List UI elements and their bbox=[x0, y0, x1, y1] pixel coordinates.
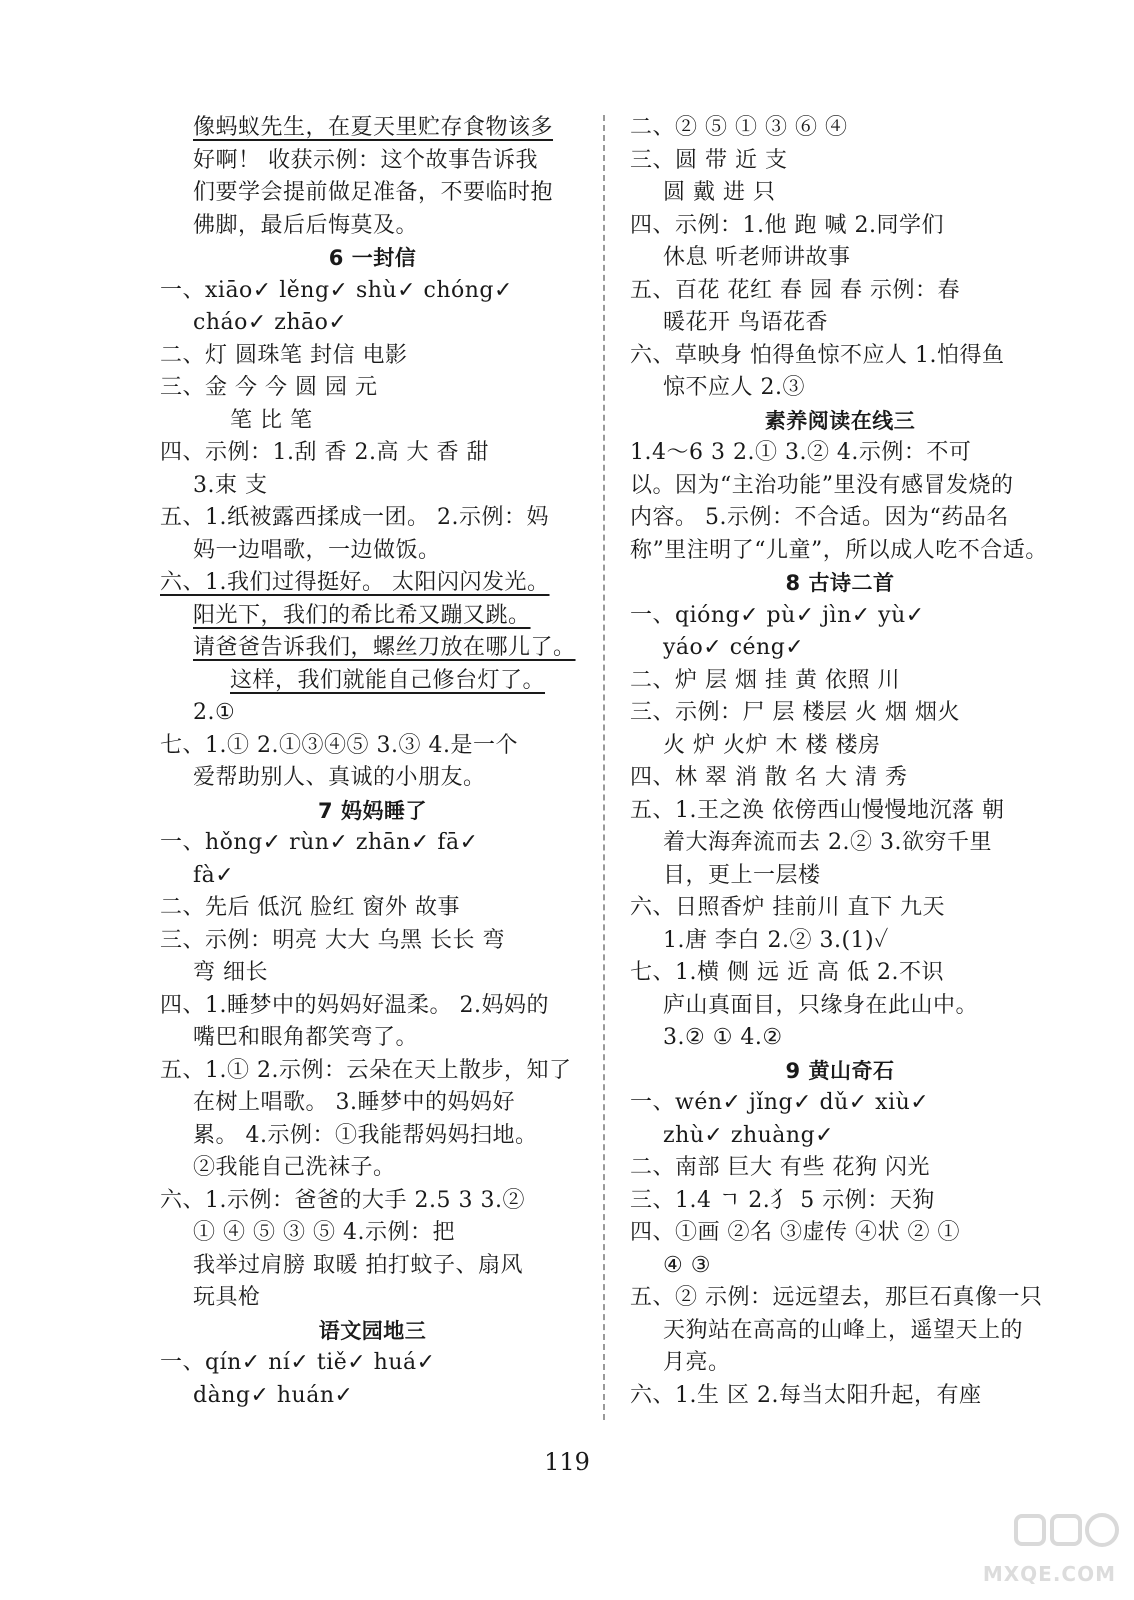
section-heading: 6 一封信 bbox=[328, 246, 417, 270]
answer-line: 六、1.示例：爸爸的大手 2.5 3 3.② bbox=[160, 1187, 525, 1213]
section-heading: 8 古诗二首 bbox=[785, 571, 895, 595]
answer-line: 目，更上一层楼 bbox=[663, 862, 821, 888]
section-heading: 语文园地三 bbox=[318, 1318, 427, 1343]
answer-line: 二、② ⑤ ① ③ ⑥ ④ bbox=[630, 115, 848, 140]
answer-line: 二、炉 层 烟 挂 黄 依照 川 bbox=[630, 667, 900, 693]
answer-line: cháo✓ zhāo✓ bbox=[193, 310, 348, 335]
answer-line: 1.唐 李白 2.② 3.(1)✓ bbox=[663, 927, 889, 953]
answer-line: 3.束 支 bbox=[193, 472, 268, 498]
answer-line: 六、1.生 区 2.每当太阳升起，有座 bbox=[630, 1382, 982, 1408]
right-column bbox=[630, 112, 1050, 1412]
answer-line: 四、示例：1.他 跑 喊 2.同学们 bbox=[630, 212, 944, 238]
answer-line: 休息 听老师讲故事 bbox=[663, 245, 851, 270]
section-heading: 9 黄山奇石 bbox=[785, 1058, 895, 1083]
answer-line: dàng✓ huán✓ bbox=[193, 1382, 354, 1408]
answer-line: 佛脚，最后后悔莫及。 bbox=[193, 212, 419, 238]
answer-line: 四、林 翠 消 散 名 大 清 秀 bbox=[630, 765, 908, 790]
answer-line: 嘴巴和眼角都笑弯了。 bbox=[193, 1025, 419, 1050]
answer-line: 内容。 5.示例：不合适。因为“药品名 bbox=[630, 505, 1009, 530]
answer-line: 五、1.纸被露西揉成一团。 2.示例：妈 bbox=[160, 505, 549, 530]
answer-line: 笔 比 笔 bbox=[230, 407, 313, 433]
answer-line: 好啊！ 收获示例：这个故事告诉我 bbox=[193, 147, 538, 173]
answer-line: 一、wén✓ jǐng✓ dǔ✓ xiù✓ bbox=[630, 1090, 930, 1115]
answer-line: 三、示例：尸 层 楼层 火 烟 烟火 bbox=[630, 700, 960, 725]
answer-line: 称”里注明了“儿童”，所以成人吃不合适。 bbox=[630, 537, 1048, 563]
answer-line: 1.4～6 3 2.① 3.② 4.示例：不可 bbox=[630, 440, 972, 465]
answer-line: zhù✓ zhuàng✓ bbox=[663, 1122, 835, 1148]
answer-line: 一、qióng✓ pù✓ jìn✓ yù✓ bbox=[630, 602, 925, 628]
answer-line: 3.② ① 4.② bbox=[663, 1025, 783, 1050]
answer-line: 六、日照香炉 挂前川 直下 九天 bbox=[630, 895, 945, 920]
answer-line: 四、①画 ②名 ③虚传 ④状 ② ① bbox=[630, 1220, 960, 1245]
answer-line: 七、1.① 2.①③④⑤ 3.③ 4.是一个 bbox=[160, 732, 518, 758]
answer-line: 惊不应人 2.③ bbox=[663, 375, 805, 400]
watermark-logo bbox=[982, 1510, 1122, 1590]
answer-line: 弯 细长 bbox=[193, 960, 268, 985]
answer-line: 五、1.① 2.示例：云朵在天上散步，知了 bbox=[160, 1057, 572, 1083]
answer-line: fà✓ bbox=[193, 862, 235, 888]
answer-line: 五、百花 花红 春 园 春 示例：春 bbox=[630, 277, 960, 303]
answer-line: 五、1.王之涣 依傍西山慢慢地沉落 朝 bbox=[630, 797, 1005, 823]
answer-line: yáo✓ céng✓ bbox=[663, 635, 805, 660]
answer-line: 庐山真面目，只缘身在此山中。 bbox=[663, 992, 979, 1018]
answer-line: 一、qín✓ ní✓ tiě✓ huá✓ bbox=[160, 1350, 436, 1375]
answer-line: 四、示例：1.刮 香 2.高 大 香 甜 bbox=[160, 440, 489, 465]
answer-line: 一、xiāo✓ lěng✓ shù✓ chóng✓ bbox=[160, 277, 513, 303]
answer-line: 四、1.睡梦中的妈妈好温柔。 2.妈妈的 bbox=[160, 992, 549, 1018]
answer-line: ②我能自己洗袜子。 bbox=[193, 1155, 396, 1180]
answer-line: 们要学会提前做足准备，不要临时抱 bbox=[193, 180, 554, 205]
answer-line: 天狗站在高高的山峰上，遥望天上的 bbox=[663, 1317, 1024, 1343]
answer-line: 二、灯 圆珠笔 封信 电影 bbox=[160, 342, 408, 368]
column-divider bbox=[603, 115, 605, 1420]
answer-line: 以。因为“主治功能”里没有感冒发烧的 bbox=[630, 472, 1014, 498]
answer-line: 暖花开 鸟语花香 bbox=[663, 310, 828, 335]
answer-line: 妈一边唱歌，一边做饭。 bbox=[193, 537, 441, 563]
answer-line: 三、圆 带 近 支 bbox=[630, 147, 788, 173]
answer-line: 三、示例：明亮 大大 乌黑 长长 弯 bbox=[160, 927, 505, 953]
answer-line: 火 炉 火炉 木 楼 楼房 bbox=[663, 732, 881, 758]
section-heading: 素养阅读在线三 bbox=[764, 408, 916, 433]
answer-line: 着大海奔流而去 2.② 3.欲穷千里 bbox=[663, 830, 992, 855]
answer-line: 玩具枪 bbox=[193, 1285, 261, 1310]
answer-line: 这样，我们就能自己修台灯了。 bbox=[230, 667, 546, 693]
page-number: 119 bbox=[544, 1448, 590, 1476]
answer-line: 累。 4.示例：①我能帮妈妈扫地。 bbox=[193, 1122, 538, 1148]
answer-line: 请爸爸告诉我们，螺丝刀放在哪儿了。 bbox=[193, 635, 576, 660]
answer-line: 在树上唱歌。 3.睡梦中的妈妈好 bbox=[193, 1090, 515, 1115]
answer-line: 二、先后 低沉 脸红 窗外 故事 bbox=[160, 895, 460, 920]
answer-stamp-icon bbox=[1012, 1510, 1122, 1570]
section-heading: 7 妈妈睡了 bbox=[318, 798, 427, 823]
answer-line: 阳光下，我们的希比希又蹦又跳。 bbox=[193, 602, 531, 628]
answer-line: 五、② 示例：远远望去，那巨石真像一只 bbox=[630, 1285, 1043, 1310]
answer-line: 三、1.4 ㄱ 2.犭 5 示例：天狗 bbox=[630, 1187, 935, 1213]
answer-line: 圆 戴 进 只 bbox=[663, 180, 776, 205]
answer-line: 二、南部 巨大 有些 花狗 闪光 bbox=[630, 1155, 930, 1180]
answer-line: 爱帮助别人、真诚的小朋友。 bbox=[193, 765, 486, 790]
answer-line: 2.① bbox=[193, 700, 236, 725]
answer-line: 月亮。 bbox=[663, 1350, 731, 1375]
answer-line: 一、hǒng✓ rùn✓ zhān✓ fā✓ bbox=[160, 830, 479, 855]
answer-line: 像蚂蚁先生，在夏天里贮存食物该多 bbox=[193, 115, 554, 140]
answer-line: ① ④ ⑤ ③ ⑤ 4.示例：把 bbox=[193, 1220, 455, 1245]
answer-line: 七、1.横 侧 远 近 高 低 2.不识 bbox=[630, 960, 944, 985]
answer-line: 六、草映身 怕得鱼惊不应人 1.怕得鱼 bbox=[630, 342, 1005, 368]
left-column bbox=[160, 112, 585, 1412]
watermark-text: MXQE.COM bbox=[982, 1562, 1116, 1586]
answer-line: 三、金 今 今 圆 园 元 bbox=[160, 375, 378, 400]
answer-line: 我举过肩膀 取暖 拍打蚊子、扇风 bbox=[193, 1252, 523, 1278]
answer-line: 六、1.我们过得挺好。 太阳闪闪发光。 bbox=[160, 570, 550, 595]
answer-line: ④ ③ bbox=[663, 1252, 711, 1278]
